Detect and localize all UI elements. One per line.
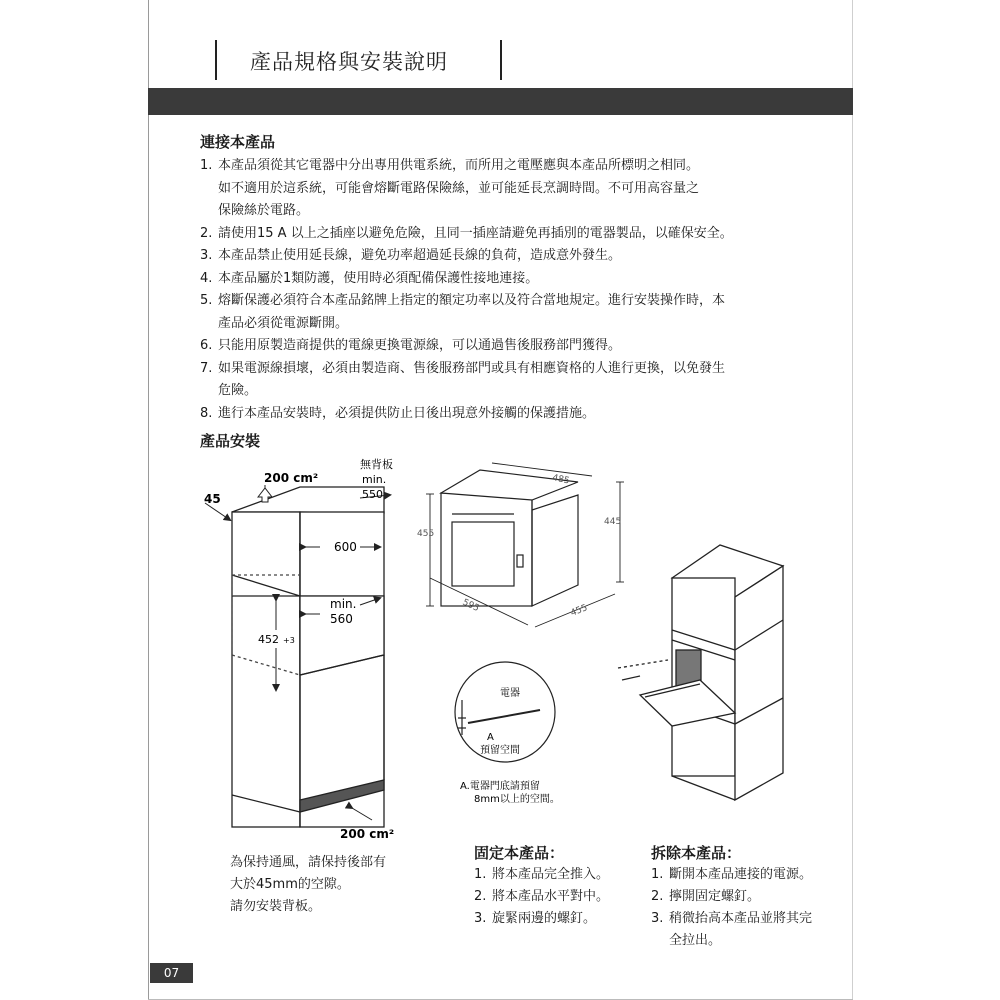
list-item-text: 進行本產品安裝時，必須提供防止日後出現意外接觸的保護措施。 bbox=[218, 405, 596, 421]
list-item-number: 7. bbox=[200, 360, 213, 376]
list-item bbox=[200, 155, 840, 223]
list-item-number: 6. bbox=[200, 338, 213, 353]
cabinet-drawing bbox=[232, 487, 384, 827]
tall-cabinet-drawing bbox=[618, 545, 783, 800]
dim-455-bottom-label: 455 bbox=[569, 603, 590, 619]
gap-45-label: 45 bbox=[204, 492, 221, 506]
list-item-number: 5. bbox=[200, 293, 213, 308]
list-item-text: 只能用原製造商提供的電線更換電源線，可以通過售後服務部門獲得。 bbox=[218, 338, 622, 353]
vent-note: 為保持通風，請保持後部有 大於45mm的空隙。 請勿安裝背板。 bbox=[230, 855, 387, 914]
list-item bbox=[200, 358, 840, 403]
fix-heading: 固定本產品： bbox=[474, 844, 565, 862]
list-item-number: 4. bbox=[200, 270, 213, 286]
list-item bbox=[651, 886, 846, 908]
page-left-border bbox=[148, 0, 149, 1000]
list-item bbox=[200, 290, 840, 335]
remove-heading: 拆除本產品： bbox=[651, 844, 742, 862]
list-item bbox=[651, 864, 846, 886]
list-item bbox=[200, 403, 840, 426]
list-item-text: 本產品屬於1類防護，使用時必須配備保護性接地連接。 bbox=[218, 270, 539, 286]
list-item bbox=[651, 908, 846, 952]
list-item-number: 1. bbox=[200, 158, 213, 173]
dim-455-left-label: 455 bbox=[417, 529, 435, 539]
list-item bbox=[474, 908, 644, 930]
list-item-number: 8. bbox=[200, 405, 213, 421]
list-item-text: 將本產品水平對中。 bbox=[492, 889, 610, 904]
remove-list bbox=[651, 864, 846, 952]
list-item-number: 3. bbox=[651, 911, 664, 926]
list-item bbox=[200, 335, 840, 358]
list-item-number: 3. bbox=[200, 248, 213, 263]
no-back-label-1: 無背板 bbox=[360, 458, 393, 471]
list-item-number: 1. bbox=[474, 867, 487, 882]
list-item-number: 2. bbox=[651, 889, 664, 904]
list-item bbox=[474, 886, 644, 908]
list-item-text: 擰開固定螺釘。 bbox=[669, 889, 761, 904]
gap-a-mark: A bbox=[487, 732, 494, 743]
no-back-label-3: 550 bbox=[362, 488, 383, 501]
list-item bbox=[200, 245, 840, 268]
door-gap-note-2: 8mm以上的空間。 bbox=[474, 794, 560, 805]
list-item-number: 1. bbox=[651, 867, 664, 882]
list-item-number: 2. bbox=[200, 225, 213, 241]
list-item-text: 旋緊兩邊的螺釘。 bbox=[492, 911, 597, 926]
header-band bbox=[148, 88, 853, 115]
list-item-text: 將本產品完全推入。 bbox=[492, 867, 610, 882]
appliance-label: 電器 bbox=[500, 688, 520, 699]
dim-595-label: 595 bbox=[460, 597, 481, 614]
min-560-label-1: min. bbox=[330, 597, 357, 611]
height-452-tolerance: +3 bbox=[283, 636, 295, 645]
no-back-label-2: min. bbox=[362, 473, 387, 486]
connect-heading: 連接本產品 bbox=[200, 133, 276, 151]
list-item bbox=[200, 223, 840, 246]
installation-diagram bbox=[150, 450, 850, 850]
install-heading: 產品安裝 bbox=[200, 432, 261, 450]
door-gap-note-1: A.電器門底請預留 bbox=[460, 781, 540, 792]
list-item-text: 本產品禁止使用延長線，避免功率超過延長線的負荷，造成意外發生。 bbox=[218, 248, 622, 263]
list-item-text: 斷開本產品連接的電源。 bbox=[669, 867, 813, 882]
dim-445-label: 445 bbox=[604, 517, 622, 527]
list-item-number: 2. bbox=[474, 889, 487, 904]
oven-drawing bbox=[441, 470, 578, 606]
min-560-label-2: 560 bbox=[330, 612, 353, 626]
list-item-text: 熔斷保護必須符合本產品銘牌上指定的額定功率以及符合當地規定。進行安裝操作時，本 產品必須從電源斷開。 bbox=[218, 293, 726, 331]
list-item bbox=[200, 268, 840, 291]
page-number: 07 bbox=[150, 963, 193, 983]
fix-list bbox=[474, 864, 644, 930]
list-item-text: 如果電源線損壞，必須由製造商、售後服務部門或具有相應資格的人進行更換，以免發生 危險。 bbox=[218, 360, 726, 398]
list-item bbox=[474, 864, 644, 886]
connect-list bbox=[200, 155, 840, 425]
reserve-space-label: 預留空間 bbox=[480, 745, 520, 756]
list-item-text: 請使用15 A 以上之插座以避免危險，且同一插座請避免再插別的電器製品，以確保安全。 bbox=[218, 225, 733, 241]
page-right-border bbox=[852, 0, 853, 1000]
page-title: 產品規格與安裝說明 bbox=[250, 50, 448, 74]
dim-485-label: 485 bbox=[551, 473, 571, 487]
height-452-label: 452 bbox=[258, 633, 279, 646]
title-bracket-left bbox=[215, 40, 217, 80]
width-600-label: 600 bbox=[334, 540, 357, 554]
list-item-number: 3. bbox=[474, 911, 487, 926]
vent-bottom-label: 200 cm² bbox=[340, 827, 395, 841]
vent-top-label: 200 cm² bbox=[264, 471, 319, 485]
list-item-text: 本產品須從其它電器中分出專用供電系統，而所用之電壓應與本產品所標明之相同。 如不適用於這系統，可能會熔斷電路保險絲，並可能延長烹調時間。不可用高容量之 保險絲於電路。 bbox=[218, 158, 700, 218]
list-item-text: 稍微抬高本產品並將其完 全拉出。 bbox=[669, 911, 813, 948]
title-bracket-right bbox=[500, 40, 502, 80]
